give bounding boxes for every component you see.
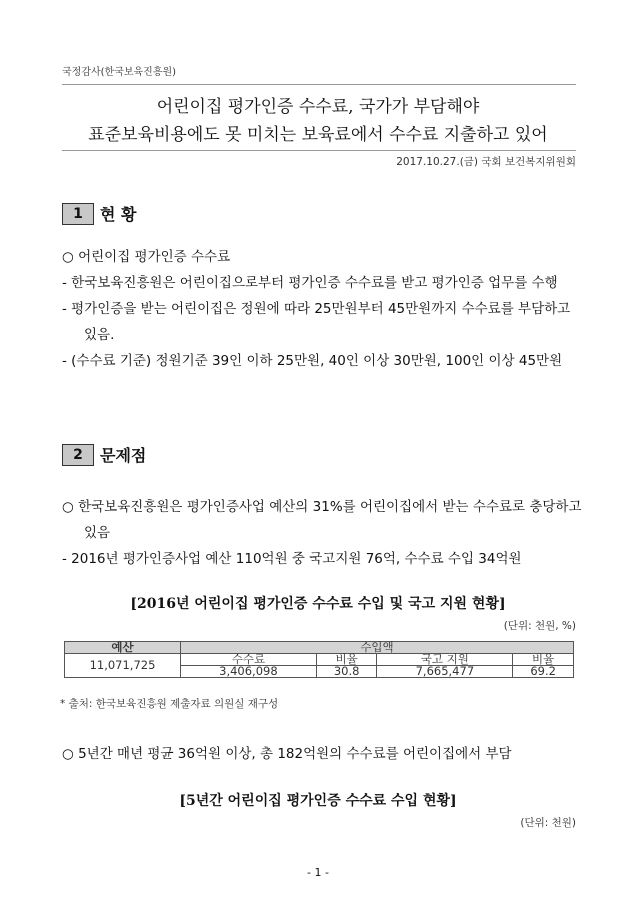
col-header: 국고 지원 bbox=[377, 654, 513, 666]
cell: 30.8 bbox=[316, 666, 377, 678]
table-2-caption: [5년간 어린이집 평가인증 수수료 수입 현황] bbox=[179, 793, 457, 809]
section-1-heading bbox=[62, 202, 136, 225]
header-budget: 예산 bbox=[65, 642, 181, 654]
col-header: 비율 bbox=[316, 654, 377, 666]
section-1-body bbox=[62, 244, 582, 374]
section-number: 2 bbox=[62, 444, 94, 466]
col-header: 수수료 bbox=[181, 654, 317, 666]
col-header: 비율 bbox=[513, 654, 574, 666]
section-title: 현 황 bbox=[100, 205, 137, 224]
title-line-1: 어린이집 평가인증 수수료, 국가가 부담해야 bbox=[156, 97, 480, 117]
bullet: ○ 어린이집 평가인증 수수료 bbox=[62, 249, 231, 265]
page-number: - 1 - bbox=[307, 866, 329, 879]
table-1-caption: [2016년 어린이집 평가인증 수수료 수입 및 국고 지원 현황] bbox=[130, 596, 506, 612]
divider bbox=[62, 84, 576, 85]
bullet: ○ 한국보육진흥원은 평가인증사업 예산의 31%를 어린이집에서 받는 수수료로 충당하고 있음 bbox=[62, 499, 582, 541]
bullet-3: ○ 5년간 매년 평균 36억원 이상, 총 182억원의 수수료를 어린이집에서 부담 bbox=[62, 746, 512, 762]
bullet: - 2016년 평가인증사업 예산 110억원 중 국고지원 76억, 수수료 수입 34억원 bbox=[62, 551, 522, 567]
section-number: 1 bbox=[62, 203, 94, 225]
bullet: - 평가인증을 받는 어린이집은 정원에 따라 25만원부터 45만원까지 수수료를 부담하고 있음. bbox=[62, 301, 571, 343]
table-1-unit: (단위: 천원, %) bbox=[503, 620, 576, 632]
cell: 7,665,477 bbox=[377, 666, 513, 678]
section-title: 문제점 bbox=[100, 446, 147, 465]
header-label: 국정감사(한국보육진흥원) bbox=[62, 67, 177, 78]
header-income: 수입액 bbox=[181, 642, 574, 654]
table-1-source: * 출처: 한국보육진흥원 제출자료 의원실 재구성 bbox=[60, 698, 279, 710]
budget-value: 11,071,725 bbox=[65, 654, 181, 678]
table-1 bbox=[64, 641, 574, 678]
bullet: - (수수료 기준) 정원기준 39인 이하 25만원, 40인 이상 30만원, 100인 이상 45만원 bbox=[62, 353, 563, 369]
cell: 3,406,098 bbox=[181, 666, 317, 678]
section-2-heading bbox=[62, 443, 146, 466]
date-line: 2017.10.27.(금) 국회 보건복지위원회 bbox=[396, 156, 576, 168]
divider bbox=[62, 150, 576, 151]
section-2-body bbox=[62, 494, 582, 572]
bullet: - 한국보육진흥원은 어린이집으로부터 평가인증 수수료를 받고 평가인증 업무를 수행 bbox=[62, 275, 558, 291]
cell: 69.2 bbox=[513, 666, 574, 678]
title-line-2: 표준보육비용에도 못 미치는 보육료에서 수수료 지출하고 있어 bbox=[88, 125, 548, 145]
table-2-unit: (단위: 천원) bbox=[520, 817, 576, 829]
